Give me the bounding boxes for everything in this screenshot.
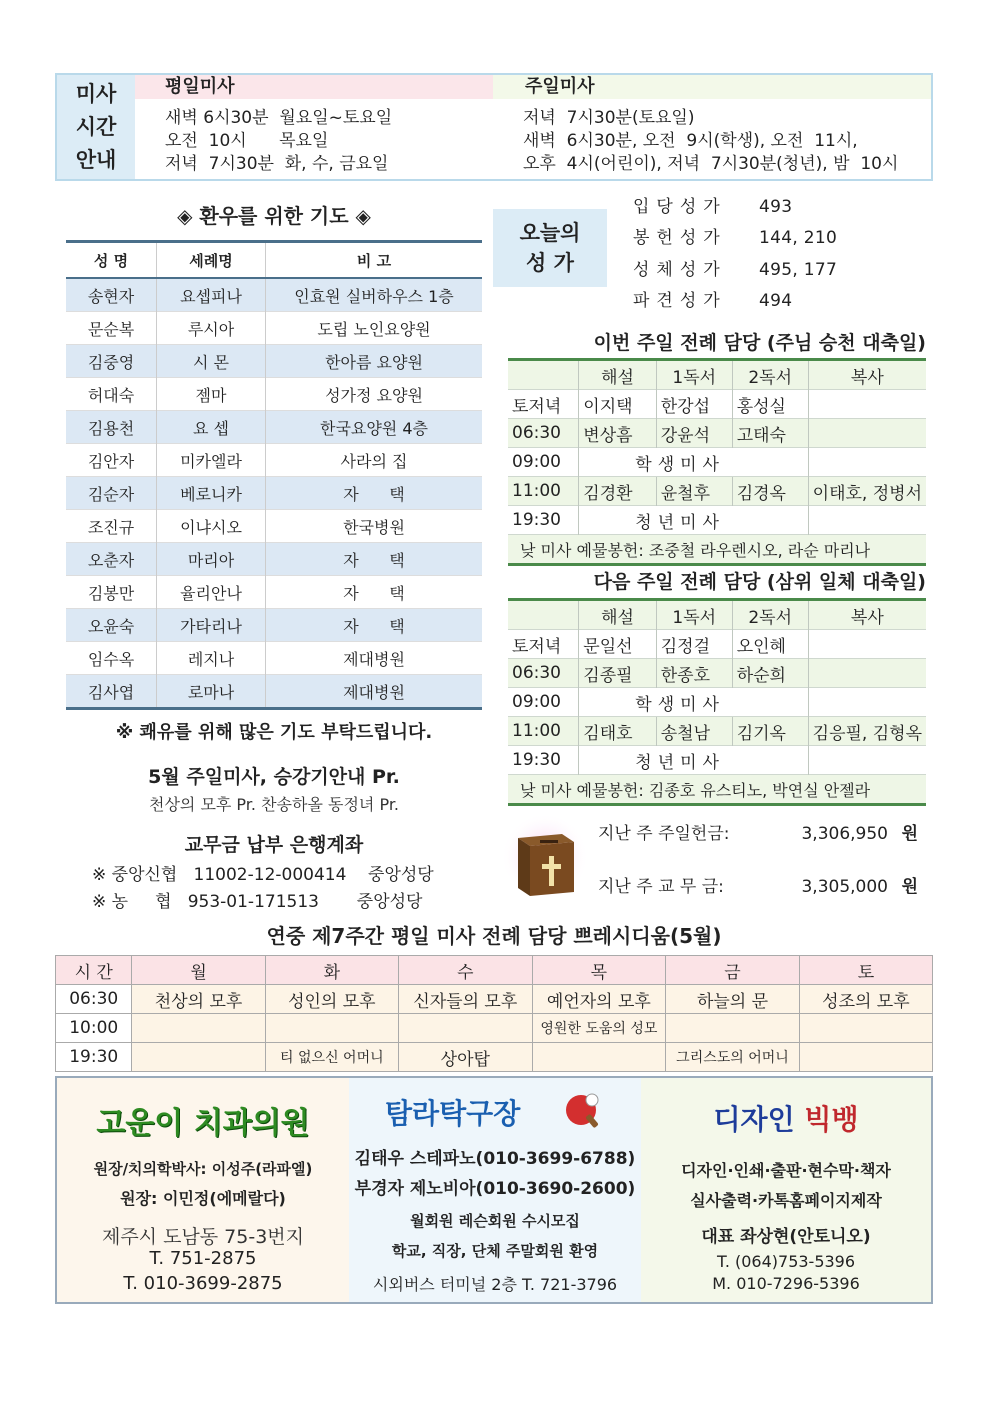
liturgy-header-cell: 1독서 bbox=[656, 360, 732, 390]
offering-box-icon bbox=[500, 812, 590, 902]
schedule-row bbox=[56, 1014, 933, 1043]
prayer-baptismal-name: 시 몬 bbox=[157, 345, 266, 378]
prayer-row bbox=[66, 312, 482, 345]
weekday-schedule-title: 연중 제7주간 평일 미사 전례 담당 쁘레시디움(5월) bbox=[266, 924, 722, 948]
prayer-row bbox=[66, 411, 482, 444]
offering-amount: 3,306,950 bbox=[801, 824, 888, 844]
hymn-label: 오늘의 성 가 bbox=[493, 209, 607, 287]
schedule-cell bbox=[132, 1014, 265, 1043]
offering-label: 지난 주 주일헌금: bbox=[598, 824, 730, 844]
liturgy-time: 19:30 bbox=[508, 506, 579, 535]
schedule-cell bbox=[399, 1014, 532, 1043]
liturgy-cell bbox=[808, 448, 926, 477]
schedule-day-header: 수 bbox=[399, 956, 532, 985]
liturgy-mass-type: 학생미사 bbox=[579, 448, 808, 477]
hymn-row bbox=[633, 255, 837, 280]
schedule-day-header: 시 간 bbox=[56, 956, 132, 985]
pingpong-line: 시외버스 터미널 2층 T. 721-3796 bbox=[372, 1275, 618, 1294]
dental-phone: T. 751-2875 bbox=[149, 1248, 257, 1269]
schedule-time: 19:30 bbox=[56, 1043, 132, 1072]
liturgy-time: 09:00 bbox=[508, 448, 579, 477]
liturgy-time: 06:30 bbox=[508, 419, 579, 448]
hymn-row bbox=[633, 223, 837, 248]
design-phone: T. (064)753-5396 bbox=[716, 1252, 856, 1271]
prayer-name: 조진규 bbox=[66, 510, 157, 543]
prayer-title: ◈ 환우를 위한 기도 ◈ bbox=[177, 204, 371, 228]
guide-subtitle: 천상의 모후 Pr. 찬송하올 동정녀 Pr. bbox=[148, 795, 400, 814]
schedule-day-header: 금 bbox=[666, 956, 800, 985]
dental-phone: T. 010-3699-2875 bbox=[123, 1273, 283, 1294]
liturgy-cell: 이지택 bbox=[579, 390, 656, 419]
prayer-note-cell: 성가정 요양원 bbox=[266, 378, 483, 411]
liturgy-row bbox=[508, 419, 926, 448]
schedule-cell: 하늘의 문 bbox=[666, 985, 800, 1014]
col-note-header: 비 고 bbox=[266, 242, 483, 279]
pingpong-name: 탐라탁구장 bbox=[385, 1097, 521, 1130]
prayer-note-cell: 한국병원 bbox=[266, 510, 483, 543]
prayer-note-cell: 인효원 실버하우스 1층 bbox=[266, 278, 483, 312]
liturgy-cell bbox=[808, 688, 926, 717]
liturgy-row bbox=[508, 659, 926, 688]
prayer-row bbox=[66, 444, 482, 477]
liturgy-time: 11:00 bbox=[508, 477, 579, 506]
liturgy-header-cell: 복사 bbox=[808, 600, 926, 630]
schedule-cell bbox=[132, 1043, 265, 1072]
liturgy-cell: 윤철후 bbox=[656, 477, 732, 506]
liturgy-header-cell bbox=[508, 600, 579, 630]
liturgy-time: 19:30 bbox=[508, 746, 579, 775]
sunday-mass-times: 저녁 7시30분(토요일) 새벽 6시30분, 오전 9시(학생), 오전 11시, 오후 4시(어린이), 저녁 7시30분(청년), 밤 10시 bbox=[523, 108, 899, 174]
schedule-cell: 영원한 도움의 성모 bbox=[532, 1014, 666, 1043]
liturgy-cell: 오인혜 bbox=[732, 630, 808, 659]
hymn-name: 봉헌성가 bbox=[633, 228, 727, 248]
prayer-name: 김순자 bbox=[66, 477, 157, 510]
offering-amount: 3,305,000 bbox=[801, 877, 888, 897]
schedule-time: 10:00 bbox=[56, 1014, 132, 1043]
prayer-name: 오윤숙 bbox=[66, 609, 157, 642]
offering-unit: 원 bbox=[901, 824, 918, 844]
liturgy-header-cell: 2독서 bbox=[732, 360, 808, 390]
prayer-note-cell: 도립 노인요양원 bbox=[266, 312, 483, 345]
hymn-row bbox=[633, 286, 792, 311]
mass-time-panel bbox=[55, 73, 933, 181]
prayer-note-cell: 자 택 bbox=[266, 543, 483, 576]
liturgy-time: 토저녁 bbox=[508, 390, 579, 419]
liturgy-cell: 변상흠 bbox=[579, 419, 656, 448]
schedule-header-row bbox=[56, 956, 933, 985]
liturgy-header-cell: 1독서 bbox=[656, 600, 732, 630]
liturgy-time: 09:00 bbox=[508, 688, 579, 717]
schedule-cell bbox=[532, 1043, 666, 1072]
offering-row bbox=[598, 819, 926, 844]
prayer-note-cell: 한아름 요양원 bbox=[266, 345, 483, 378]
schedule-cell: 예언자의 모후 bbox=[532, 985, 666, 1014]
prayer-name: 문순복 bbox=[66, 312, 157, 345]
dental-name: 고운이 치과의원 bbox=[96, 1106, 310, 1141]
liturgy-time: 06:30 bbox=[508, 659, 579, 688]
prayer-baptismal-name: 마리아 bbox=[157, 543, 266, 576]
schedule-cell bbox=[799, 1043, 932, 1072]
prayer-row bbox=[66, 576, 482, 609]
schedule-cell: 성조의 모후 bbox=[799, 985, 932, 1014]
liturgy-cell: 홍성실 bbox=[732, 390, 808, 419]
prayer-name: 허대숙 bbox=[66, 378, 157, 411]
liturgy-cell: 김경옥 bbox=[732, 477, 808, 506]
prayer-baptismal-name: 요 셉 bbox=[157, 411, 266, 444]
liturgy-cell: 한종호 bbox=[656, 659, 732, 688]
liturgy-cell bbox=[808, 506, 926, 535]
liturgy-offering-note: 낮 미사 예물봉헌: 조중철 라우렌시오, 라순 마리나 bbox=[508, 535, 926, 565]
liturgy-header-cell: 해설 bbox=[579, 600, 656, 630]
prayer-baptismal-name: 이냐시오 bbox=[157, 510, 266, 543]
schedule-cell: 천상의 모후 bbox=[132, 985, 265, 1014]
schedule-cell: 성인의 모후 bbox=[265, 985, 398, 1014]
prayer-baptismal-name: 루시아 bbox=[157, 312, 266, 345]
liturgy-row bbox=[508, 688, 926, 717]
schedule-cell: 티 없으신 어머니 bbox=[265, 1043, 398, 1072]
liturgy-row bbox=[508, 746, 926, 775]
hymn-name: 파견성가 bbox=[633, 291, 727, 311]
hymn-row bbox=[633, 192, 792, 217]
design-line: 디자인·인쇄·출판·현수막·책자 bbox=[681, 1161, 891, 1180]
schedule-row bbox=[56, 1043, 933, 1072]
schedule-day-header: 월 bbox=[132, 956, 265, 985]
prayer-row bbox=[66, 477, 482, 510]
mass-time-label: 미사 시간 안내 bbox=[57, 75, 135, 179]
prayer-baptismal-name: 미카엘라 bbox=[157, 444, 266, 477]
prayer-row bbox=[66, 378, 482, 411]
offering-label: 지난 주 교 무 금: bbox=[598, 877, 724, 897]
prayer-baptismal-name: 레지나 bbox=[157, 642, 266, 675]
liturgy-next-title: 다음 주일 전례 담당 (삼위 일체 대축일) bbox=[593, 571, 926, 593]
liturgy-cell: 김종필 bbox=[579, 659, 656, 688]
prayer-baptismal-name: 가타리나 bbox=[157, 609, 266, 642]
hymn-number: 494 bbox=[759, 291, 793, 311]
prayer-baptismal-name: 율리안나 bbox=[157, 576, 266, 609]
liturgy-time: 11:00 bbox=[508, 717, 579, 746]
prayer-note: ※ 쾌유를 위해 많은 기도 부탁드립니다. bbox=[115, 722, 433, 743]
schedule-time: 06:30 bbox=[56, 985, 132, 1014]
liturgy-cell bbox=[808, 630, 926, 659]
liturgy-row bbox=[508, 390, 926, 419]
prayer-note-cell: 한국요양원 4층 bbox=[266, 411, 483, 444]
prayer-note-cell: 자 택 bbox=[266, 609, 483, 642]
liturgy-header-row bbox=[508, 600, 926, 630]
pingpong-contact: 김태우 스테파노(010-3699-6788) bbox=[354, 1149, 636, 1169]
liturgy-cell bbox=[808, 390, 926, 419]
prayer-table bbox=[66, 240, 482, 710]
liturgy-cell: 이태호, 정병서 bbox=[808, 477, 926, 506]
sunday-mass-heading: 주일미사 bbox=[493, 75, 931, 99]
liturgy-row bbox=[508, 717, 926, 746]
pingpong-paddle-icon bbox=[561, 1088, 605, 1132]
weekday-mass-times: 새벽 6시30분 월요일~토요일 오전 10시 목요일 저녁 7시30분 화, 수, 금요일 bbox=[165, 108, 393, 174]
prayer-row bbox=[66, 675, 482, 709]
prayer-name: 김안자 bbox=[66, 444, 157, 477]
liturgy-header-cell: 2독서 bbox=[732, 600, 808, 630]
liturgy-cell: 한강섭 bbox=[656, 390, 732, 419]
design-phone: M. 010-7296-5396 bbox=[712, 1274, 860, 1293]
liturgy-footer-row bbox=[508, 535, 926, 565]
schedule-cell: 그리스도의 어머니 bbox=[666, 1043, 800, 1072]
liturgy-this-table bbox=[508, 358, 926, 566]
liturgy-time: 토저녁 bbox=[508, 630, 579, 659]
design-line: 대표 좌상현(안토니오) bbox=[701, 1227, 871, 1247]
prayer-name: 송현자 bbox=[66, 278, 157, 312]
liturgy-cell: 하순희 bbox=[732, 659, 808, 688]
prayer-note-cell: 자 택 bbox=[266, 477, 483, 510]
dental-ad bbox=[57, 1078, 350, 1302]
liturgy-footer-row bbox=[508, 775, 926, 805]
liturgy-cell bbox=[808, 419, 926, 448]
liturgy-header-cell: 복사 bbox=[808, 360, 926, 390]
pingpong-line: 학교, 직장, 단체 주말회원 환영 bbox=[391, 1242, 599, 1260]
guide-title: 5월 주일미사, 승강기안내 Pr. bbox=[148, 766, 400, 788]
bank-account-row: ※ 중앙신협 11002-12-000414 중앙성당 bbox=[92, 865, 434, 885]
design-ad bbox=[641, 1078, 931, 1302]
liturgy-mass-type: 청년미사 bbox=[579, 506, 808, 535]
hymn-name: 입당성가 bbox=[633, 197, 727, 217]
liturgy-cell: 김응필, 김형옥 bbox=[808, 717, 926, 746]
liturgy-row bbox=[508, 477, 926, 506]
liturgy-header-row bbox=[508, 360, 926, 390]
hymn-number: 144, 210 bbox=[759, 228, 838, 248]
liturgy-row bbox=[508, 448, 926, 477]
prayer-row bbox=[66, 609, 482, 642]
liturgy-cell: 고태숙 bbox=[732, 419, 808, 448]
hymn-number: 493 bbox=[759, 197, 793, 217]
pingpong-ad bbox=[349, 1078, 642, 1302]
offering-row bbox=[598, 872, 926, 897]
bank-account-row: ※ 농 협 953-01-171513 중앙성당 bbox=[92, 892, 423, 912]
schedule-cell bbox=[799, 1014, 932, 1043]
prayer-row bbox=[66, 345, 482, 378]
liturgy-header-cell bbox=[508, 360, 579, 390]
prayer-row bbox=[66, 642, 482, 675]
schedule-cell bbox=[666, 1014, 800, 1043]
ads-panel bbox=[55, 1076, 933, 1304]
prayer-row bbox=[66, 543, 482, 576]
prayer-name: 오춘자 bbox=[66, 543, 157, 576]
schedule-day-header: 목 bbox=[532, 956, 666, 985]
schedule-cell bbox=[265, 1014, 398, 1043]
prayer-name: 김용천 bbox=[66, 411, 157, 444]
liturgy-row bbox=[508, 630, 926, 659]
liturgy-header-cell: 해설 bbox=[579, 360, 656, 390]
prayer-note-cell: 사라의 집 bbox=[266, 444, 483, 477]
col-name-header: 성 명 bbox=[66, 242, 157, 279]
prayer-name: 김중영 bbox=[66, 345, 157, 378]
schedule-cell: 상아탑 bbox=[399, 1043, 532, 1072]
prayer-baptismal-name: 로마나 bbox=[157, 675, 266, 709]
schedule-cell: 신자들의 모후 bbox=[399, 985, 532, 1014]
prayer-row bbox=[66, 510, 482, 543]
dental-director: 원장/치의학박사: 이성주(라파엘) bbox=[93, 1160, 313, 1178]
liturgy-cell: 문일선 bbox=[579, 630, 656, 659]
prayer-baptismal-name: 요셉피나 bbox=[157, 278, 266, 312]
hymn-number: 495, 177 bbox=[759, 260, 838, 280]
liturgy-cell: 강윤석 bbox=[656, 419, 732, 448]
prayer-name: 김사엽 bbox=[66, 675, 157, 709]
weekday-mass-heading: 평일미사 bbox=[135, 75, 493, 99]
prayer-note-cell: 자 택 bbox=[266, 576, 483, 609]
liturgy-mass-type: 학생미사 bbox=[579, 688, 808, 717]
dental-address: 제주시 도남동 75-3번지 bbox=[101, 1226, 305, 1248]
prayer-note-cell: 제대병원 bbox=[266, 642, 483, 675]
design-name: 디자인 빅뱅 bbox=[713, 1103, 859, 1136]
dental-director: 원장: 이민정(에메랄다) bbox=[120, 1189, 286, 1208]
schedule-day-header: 토 bbox=[799, 956, 932, 985]
liturgy-cell: 송철남 bbox=[656, 717, 732, 746]
prayer-note-cell: 제대병원 bbox=[266, 675, 483, 709]
liturgy-cell: 김경환 bbox=[579, 477, 656, 506]
liturgy-cell bbox=[808, 659, 926, 688]
liturgy-cell: 김정걸 bbox=[656, 630, 732, 659]
liturgy-next-table bbox=[508, 598, 926, 806]
liturgy-cell: 김태호 bbox=[579, 717, 656, 746]
schedule-day-header: 화 bbox=[265, 956, 398, 985]
prayer-name: 임수옥 bbox=[66, 642, 157, 675]
col-baptismal-header: 세례명 bbox=[157, 242, 266, 279]
weekday-schedule-table bbox=[55, 955, 933, 1072]
liturgy-cell: 김기옥 bbox=[732, 717, 808, 746]
liturgy-this-title: 이번 주일 전례 담당 (주님 승천 대축일) bbox=[593, 332, 926, 354]
schedule-row bbox=[56, 985, 933, 1014]
prayer-row bbox=[66, 278, 482, 312]
bank-title: 교무금 납부 은행계좌 bbox=[184, 834, 364, 856]
liturgy-cell bbox=[808, 746, 926, 775]
pingpong-line: 월회원 레슨회원 수시모집 bbox=[410, 1212, 580, 1230]
prayer-baptismal-name: 베로니카 bbox=[157, 477, 266, 510]
liturgy-offering-note: 낮 미사 예물봉헌: 김종호 유스티노, 박연실 안젤라 bbox=[508, 775, 926, 805]
prayer-baptismal-name: 젬마 bbox=[157, 378, 266, 411]
liturgy-row bbox=[508, 506, 926, 535]
hymn-name: 성체성가 bbox=[633, 260, 727, 280]
liturgy-mass-type: 청년미사 bbox=[579, 746, 808, 775]
prayer-name: 김봉만 bbox=[66, 576, 157, 609]
offering-unit: 원 bbox=[901, 877, 918, 897]
design-line: 실사출력·카톡홈페이지제작 bbox=[690, 1191, 882, 1210]
pingpong-contact: 부경자 제노비아(010-3690-2600) bbox=[354, 1179, 636, 1199]
